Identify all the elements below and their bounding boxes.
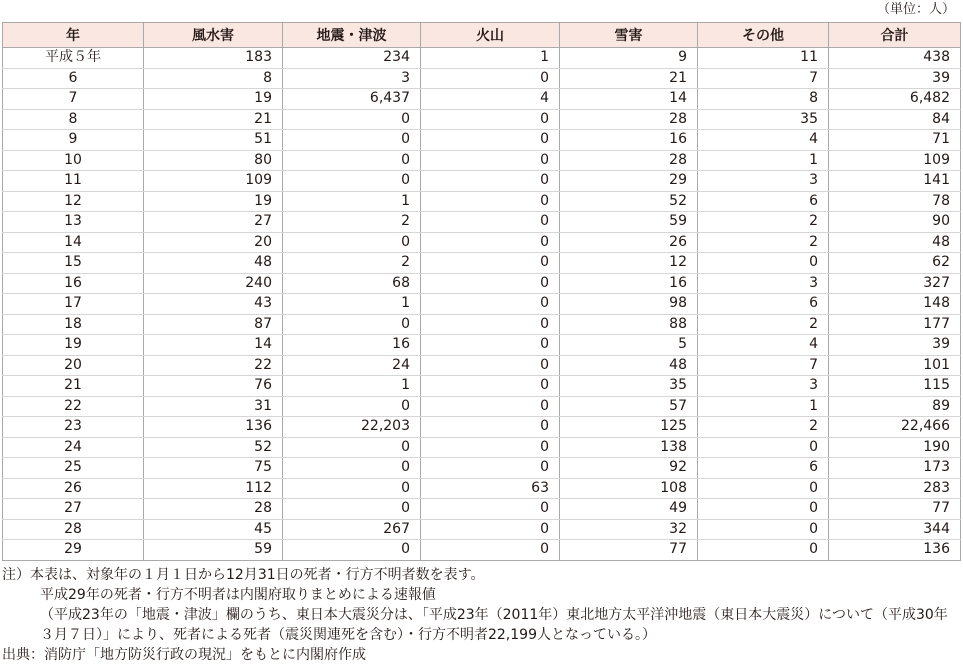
disaster-casualties-table xyxy=(2,22,961,561)
table-cell: 2 xyxy=(698,417,829,438)
table-cell: 0 xyxy=(421,68,560,89)
table-cell: 19 xyxy=(144,89,283,110)
table-cell: 0 xyxy=(421,314,560,335)
table-cell: 0 xyxy=(421,253,560,274)
row-year-cell: 21 xyxy=(3,376,144,397)
table-cell: 0 xyxy=(698,540,829,561)
table-cell: 0 xyxy=(283,150,421,171)
note-line: 注）本表は、対象年の１月１日から12月31日の死者・行方不明者数を表す。 xyxy=(2,567,485,583)
row-year-cell: 7 xyxy=(3,89,144,110)
table-cell: 59 xyxy=(560,212,698,233)
table-row xyxy=(3,273,961,294)
table-cell: 112 xyxy=(144,478,283,499)
column-header-other: その他 xyxy=(698,23,829,48)
table-cell: 0 xyxy=(698,253,829,274)
table-cell: 2 xyxy=(283,212,421,233)
table-cell: 6,437 xyxy=(283,89,421,110)
table-row xyxy=(3,212,961,233)
row-year-cell: 25 xyxy=(3,458,144,479)
table-cell: 108 xyxy=(560,478,698,499)
table-cell: 0 xyxy=(421,212,560,233)
unit-label: （単位：人） xyxy=(876,2,955,17)
table-row xyxy=(3,150,961,171)
table-cell: 21 xyxy=(144,109,283,130)
table-cell: 90 xyxy=(829,212,961,233)
table-cell: 240 xyxy=(144,273,283,294)
row-year-cell: 28 xyxy=(3,519,144,540)
table-cell: 0 xyxy=(283,130,421,151)
table-cell: 0 xyxy=(421,417,560,438)
table-cell: 0 xyxy=(698,519,829,540)
table-cell: 0 xyxy=(283,499,421,520)
table-cell: 344 xyxy=(829,519,961,540)
table-cell: 14 xyxy=(560,89,698,110)
table-cell: 16 xyxy=(283,335,421,356)
row-year-cell: 6 xyxy=(3,68,144,89)
row-year-cell: 10 xyxy=(3,150,144,171)
table-cell: 4 xyxy=(698,335,829,356)
table-row xyxy=(3,417,961,438)
table-cell: 0 xyxy=(283,232,421,253)
row-year-cell: 8 xyxy=(3,109,144,130)
table-row xyxy=(3,171,961,192)
table-row xyxy=(3,232,961,253)
table-cell: 5 xyxy=(560,335,698,356)
column-header-total: 合計 xyxy=(829,23,961,48)
table-cell: 0 xyxy=(421,294,560,315)
table-cell: 2 xyxy=(698,212,829,233)
row-year-cell: 19 xyxy=(3,335,144,356)
table-cell: 52 xyxy=(560,191,698,212)
table-cell: 6 xyxy=(698,458,829,479)
table-cell: 0 xyxy=(421,130,560,151)
table-cell: 283 xyxy=(829,478,961,499)
table-cell: 136 xyxy=(144,417,283,438)
table-cell: 32 xyxy=(560,519,698,540)
row-year-cell: 11 xyxy=(3,171,144,192)
column-header-year: 年 xyxy=(3,23,144,48)
table-cell: 0 xyxy=(283,437,421,458)
table-row xyxy=(3,253,961,274)
table-cell: 48 xyxy=(560,355,698,376)
table-cell: 28 xyxy=(144,499,283,520)
table-cell: 0 xyxy=(421,191,560,212)
table-cell: 45 xyxy=(144,519,283,540)
table-cell: 0 xyxy=(283,396,421,417)
table-cell: 0 xyxy=(421,355,560,376)
table-cell: 148 xyxy=(829,294,961,315)
column-header-volcano: 火山 xyxy=(421,23,560,48)
table-cell: 19 xyxy=(144,191,283,212)
table-cell: 0 xyxy=(421,109,560,130)
table-body xyxy=(3,48,961,561)
table-cell: 20 xyxy=(144,232,283,253)
table-cell: 1 xyxy=(283,191,421,212)
table-row xyxy=(3,396,961,417)
table-cell: 1 xyxy=(283,376,421,397)
source-line: 出典：消防庁「地方防災行政の現況」をもとに内閣府作成 xyxy=(2,647,366,663)
table-cell: 0 xyxy=(421,458,560,479)
row-year-cell: 15 xyxy=(3,253,144,274)
table-cell: 3 xyxy=(283,68,421,89)
table-cell: 77 xyxy=(560,540,698,561)
table-cell: 39 xyxy=(829,68,961,89)
table-cell: 8 xyxy=(144,68,283,89)
table-cell: 3 xyxy=(698,376,829,397)
table-cell: 0 xyxy=(421,232,560,253)
row-year-cell: 12 xyxy=(3,191,144,212)
table-cell: 31 xyxy=(144,396,283,417)
table-cell: 1 xyxy=(698,150,829,171)
table-cell: 0 xyxy=(283,540,421,561)
table-cell: 80 xyxy=(144,150,283,171)
table-cell: 327 xyxy=(829,273,961,294)
table-cell: 76 xyxy=(144,376,283,397)
table-cell: 6,482 xyxy=(829,89,961,110)
table-cell: 177 xyxy=(829,314,961,335)
table-cell: 0 xyxy=(421,273,560,294)
table-cell: 0 xyxy=(283,109,421,130)
table-cell: 141 xyxy=(829,171,961,192)
footnotes xyxy=(2,565,960,665)
table-cell: 12 xyxy=(560,253,698,274)
table-cell: 7 xyxy=(698,68,829,89)
table-cell: 0 xyxy=(421,396,560,417)
table-row xyxy=(3,68,961,89)
table-cell: 234 xyxy=(283,48,421,69)
table-cell: 27 xyxy=(144,212,283,233)
table-cell: 0 xyxy=(421,499,560,520)
table-cell: 57 xyxy=(560,396,698,417)
table-cell: 22,466 xyxy=(829,417,961,438)
table-cell: 0 xyxy=(283,314,421,335)
table-cell: 21 xyxy=(560,68,698,89)
table-cell: 92 xyxy=(560,458,698,479)
row-year-cell: 27 xyxy=(3,499,144,520)
table-cell: 28 xyxy=(560,109,698,130)
table-cell: 35 xyxy=(698,109,829,130)
table-cell: 173 xyxy=(829,458,961,479)
table-cell: 77 xyxy=(829,499,961,520)
row-year-cell: 9 xyxy=(3,130,144,151)
table-cell: 0 xyxy=(421,437,560,458)
table-cell: 6 xyxy=(698,191,829,212)
row-year-cell: 22 xyxy=(3,396,144,417)
table-cell: 438 xyxy=(829,48,961,69)
table-cell: 0 xyxy=(421,540,560,561)
table-cell: 59 xyxy=(144,540,283,561)
table-cell: 0 xyxy=(283,458,421,479)
table-cell: 51 xyxy=(144,130,283,151)
row-year-cell: 平成５年 xyxy=(3,48,144,69)
table-row xyxy=(3,48,961,69)
table-cell: 0 xyxy=(698,478,829,499)
table-row xyxy=(3,89,961,110)
table-cell: 48 xyxy=(829,232,961,253)
table-cell: 1 xyxy=(421,48,560,69)
table-cell: 138 xyxy=(560,437,698,458)
row-year-cell: 13 xyxy=(3,212,144,233)
table-cell: 35 xyxy=(560,376,698,397)
table-row xyxy=(3,314,961,335)
table-row xyxy=(3,478,961,499)
table-cell: 109 xyxy=(829,150,961,171)
table-row xyxy=(3,109,961,130)
table-cell: 8 xyxy=(698,89,829,110)
note-line: （平成23年の「地震・津波」欄のうち、東日本大震災分は、「平成23年（2011年）東北地方太平洋沖地震（東日本大震災）について（平成30年３月７日）」により、死者による死者（震災関連死を含む）・行方不明者22,199人となっている。） xyxy=(40,607,948,643)
table-cell: 98 xyxy=(560,294,698,315)
table-row xyxy=(3,191,961,212)
table-cell: 39 xyxy=(829,335,961,356)
table-cell: 26 xyxy=(560,232,698,253)
table-cell: 2 xyxy=(698,232,829,253)
table-cell: 125 xyxy=(560,417,698,438)
table-cell: 1 xyxy=(283,294,421,315)
table-cell: 71 xyxy=(829,130,961,151)
table-cell: 43 xyxy=(144,294,283,315)
table-row xyxy=(3,376,961,397)
table-row xyxy=(3,458,961,479)
table-row xyxy=(3,355,961,376)
table-cell: 115 xyxy=(829,376,961,397)
row-year-cell: 18 xyxy=(3,314,144,335)
table-cell: 48 xyxy=(144,253,283,274)
table-cell: 0 xyxy=(283,478,421,499)
table-cell: 0 xyxy=(421,376,560,397)
table-cell: 267 xyxy=(283,519,421,540)
table-cell: 109 xyxy=(144,171,283,192)
table-cell: 84 xyxy=(829,109,961,130)
table-cell: 101 xyxy=(829,355,961,376)
table-row xyxy=(3,499,961,520)
table-cell: 2 xyxy=(698,314,829,335)
table-cell: 3 xyxy=(698,171,829,192)
table-cell: 75 xyxy=(144,458,283,479)
table-cell: 136 xyxy=(829,540,961,561)
table-cell: 22,203 xyxy=(283,417,421,438)
table-cell: 190 xyxy=(829,437,961,458)
table-cell: 9 xyxy=(560,48,698,69)
table-cell: 62 xyxy=(829,253,961,274)
table-cell: 183 xyxy=(144,48,283,69)
column-header-snow: 雪害 xyxy=(560,23,698,48)
row-year-cell: 14 xyxy=(3,232,144,253)
table-row xyxy=(3,130,961,151)
row-year-cell: 20 xyxy=(3,355,144,376)
note-line: 平成29年の死者・行方不明者は内閣府取りまとめによる速報値 xyxy=(40,587,436,603)
table-row xyxy=(3,519,961,540)
column-header-earthquake-tsunami: 地震・津波 xyxy=(283,23,421,48)
table-cell: 0 xyxy=(421,335,560,356)
table-cell: 0 xyxy=(421,519,560,540)
table-cell: 4 xyxy=(421,89,560,110)
table-cell: 4 xyxy=(698,130,829,151)
table-cell: 49 xyxy=(560,499,698,520)
table-cell: 22 xyxy=(144,355,283,376)
table-cell: 29 xyxy=(560,171,698,192)
row-year-cell: 29 xyxy=(3,540,144,561)
table-cell: 52 xyxy=(144,437,283,458)
table-row xyxy=(3,540,961,561)
table-header-row xyxy=(3,23,961,48)
table-cell: 3 xyxy=(698,273,829,294)
table-cell: 24 xyxy=(283,355,421,376)
table-cell: 1 xyxy=(698,396,829,417)
table-cell: 68 xyxy=(283,273,421,294)
table-cell: 28 xyxy=(560,150,698,171)
table-row xyxy=(3,335,961,356)
row-year-cell: 24 xyxy=(3,437,144,458)
table-cell: 0 xyxy=(698,499,829,520)
table-cell: 16 xyxy=(560,130,698,151)
table-cell: 0 xyxy=(698,437,829,458)
table-cell: 0 xyxy=(421,150,560,171)
table-cell: 0 xyxy=(421,171,560,192)
table-row xyxy=(3,294,961,315)
column-header-storm-flood: 風水害 xyxy=(144,23,283,48)
table-cell: 88 xyxy=(560,314,698,335)
table-cell: 16 xyxy=(560,273,698,294)
table-cell: 78 xyxy=(829,191,961,212)
row-year-cell: 17 xyxy=(3,294,144,315)
table-cell: 0 xyxy=(283,171,421,192)
row-year-cell: 16 xyxy=(3,273,144,294)
table-cell: 2 xyxy=(283,253,421,274)
table-cell: 6 xyxy=(698,294,829,315)
table-cell: 87 xyxy=(144,314,283,335)
row-year-cell: 23 xyxy=(3,417,144,438)
table-cell: 14 xyxy=(144,335,283,356)
table-cell: 11 xyxy=(698,48,829,69)
table-cell: 7 xyxy=(698,355,829,376)
table-cell: 89 xyxy=(829,396,961,417)
row-year-cell: 26 xyxy=(3,478,144,499)
table-cell: 63 xyxy=(421,478,560,499)
table-row xyxy=(3,437,961,458)
